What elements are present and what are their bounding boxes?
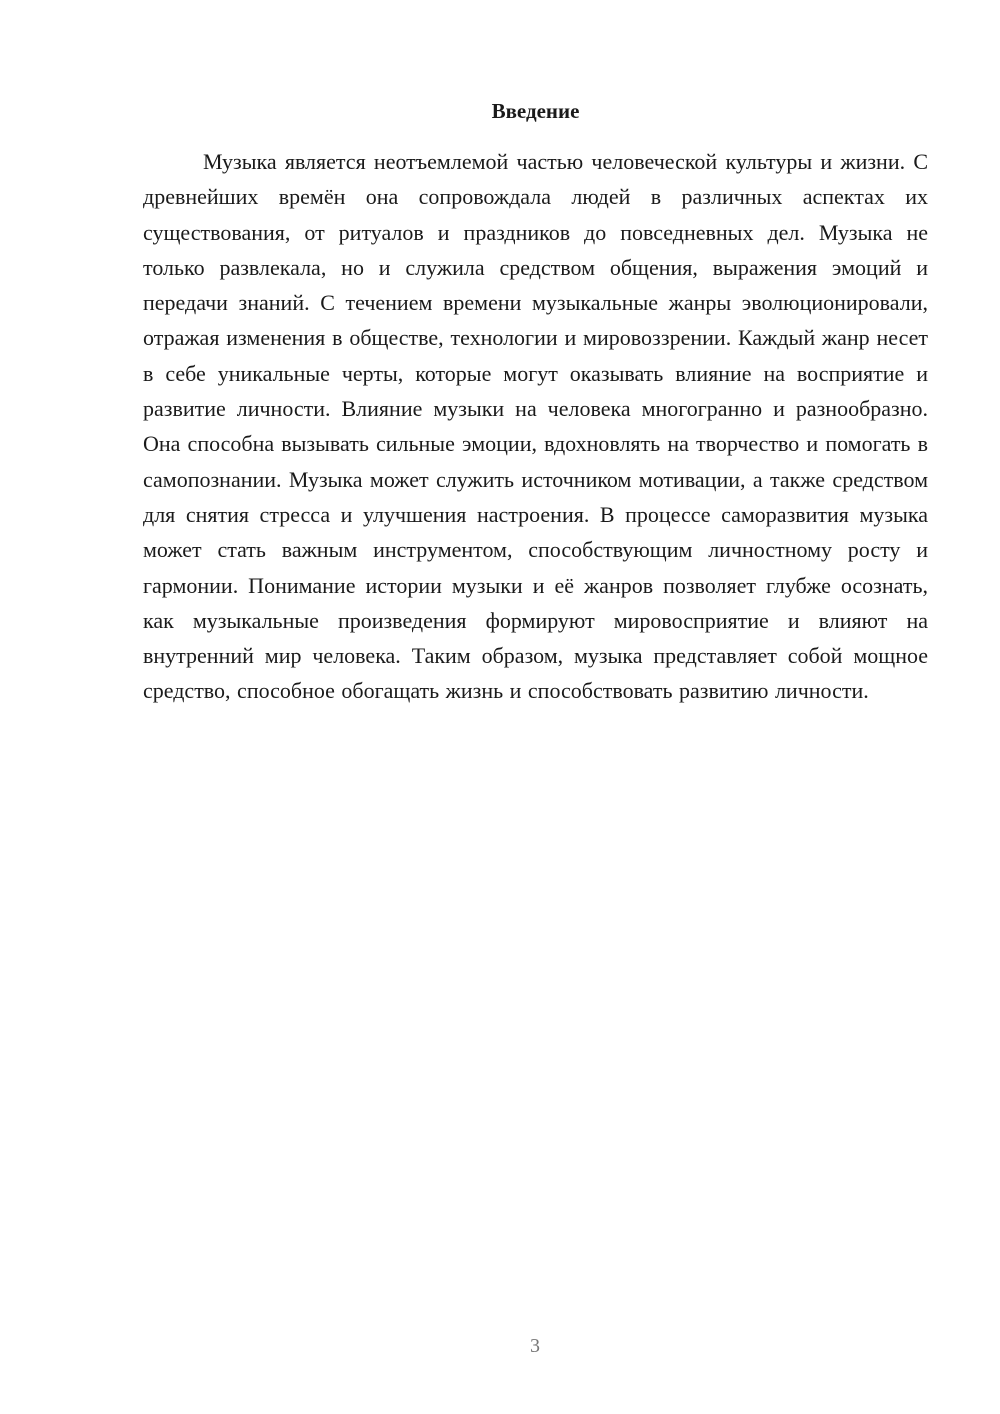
section-heading: Введение bbox=[491, 99, 580, 123]
body-paragraph: Музыка является неотъемлемой частью человеческой культуры и жизни. С древнейших времён она сопровождала людей в различных аспектах их существования, от ритуалов и праздников до повседневных дел. Музыка не только развлекала, но и служила средством общения, выражения эмоций и передачи знаний. С течением времени музыкальные жанры эволюционировали, отражая изменения в обществе, технологии и мировоззрении. Каждый жанр несет в себе уникальные черты, которые могут оказывать влияние на восприятие и развитие личности. Влияние музыки на человека многогранно и разнообразно. Она способна вызывать сильные эмоции, вдохновлять на творчество и помогать в самопознании. Музыка может служить источником мотивации, а также средством для снятия стресса и улучшения настроения. В процессе саморазвития музыка может стать важным инструментом, способствующим личностному росту и гармонии. Понимание истории музыки и её жанров позволяет глубже осознать, как музыкальные произведения формируют мировосприятие и влияют на внутренний мир человека. Таким образом, музыка представляет собой мощное средство, способное обогащать жизнь и способствовать развитию личности. bbox=[143, 149, 928, 704]
page-number: 3 bbox=[530, 1335, 540, 1357]
